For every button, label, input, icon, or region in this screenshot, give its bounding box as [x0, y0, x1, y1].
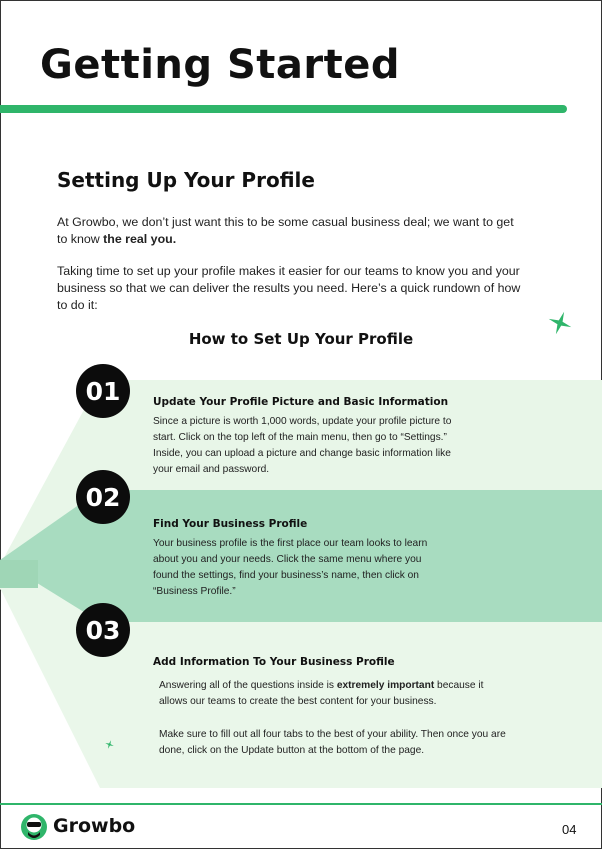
intro-paragraph [57, 214, 527, 248]
step-body: Since a picture is worth 1,000 words, update your profile picture to start. Click on the top left of the main menu, then go to “Settings.” Inside, you can upload a picture and change basic information like your email and password. [153, 416, 452, 475]
step-body [159, 678, 504, 710]
step-body-note: Make sure to fill out all four tabs to the best of your ability. Then once you are done, click on the Update button at the bottom of the page. [159, 729, 506, 756]
step-number-badge: 01 [76, 364, 130, 418]
intro-bold-text: the real you. [103, 232, 177, 246]
footer-divider [0, 803, 602, 805]
page-number: 04 [562, 822, 577, 837]
step-number-badge: 02 [76, 470, 130, 524]
step-title: Add Information To Your Business Profile [153, 656, 395, 668]
step-title: Find Your Business Profile [153, 518, 308, 530]
steps-heading: How to Set Up Your Profile [188, 330, 414, 348]
step-number-badge: 03 [76, 603, 130, 657]
section-heading: Setting Up Your Profile [57, 168, 315, 192]
page-title: Getting Started [40, 42, 400, 88]
title-divider [0, 105, 567, 113]
footer-brand: Growbo [53, 815, 136, 837]
step-body: Your business profile is the first place our team looks to learn about you and your needs. Click the same menu where you found the settings, find your business’s name, then click on “Business Profile.” [153, 538, 428, 597]
step-title: Update Your Profile Picture and Basic Information [153, 396, 449, 408]
profile-paragraph: Taking time to set up your profile makes it easier for our teams to know you and your business so that we can deliver the results you need. Here’s a quick rundown of how to do it: [57, 264, 521, 312]
step-body-bold-text: extremely important [336, 680, 435, 691]
step-body-text: Answering all of the questions inside is [159, 680, 337, 691]
growbo-logo-icon [20, 813, 48, 841]
step-body-text: because it allows our teams to create the best content for your business. [159, 680, 484, 707]
intro-text: At Growbo, we don’t just want this to be some casual business deal; we want to get to know [57, 215, 514, 246]
small-sparkle-icon [105, 740, 114, 749]
